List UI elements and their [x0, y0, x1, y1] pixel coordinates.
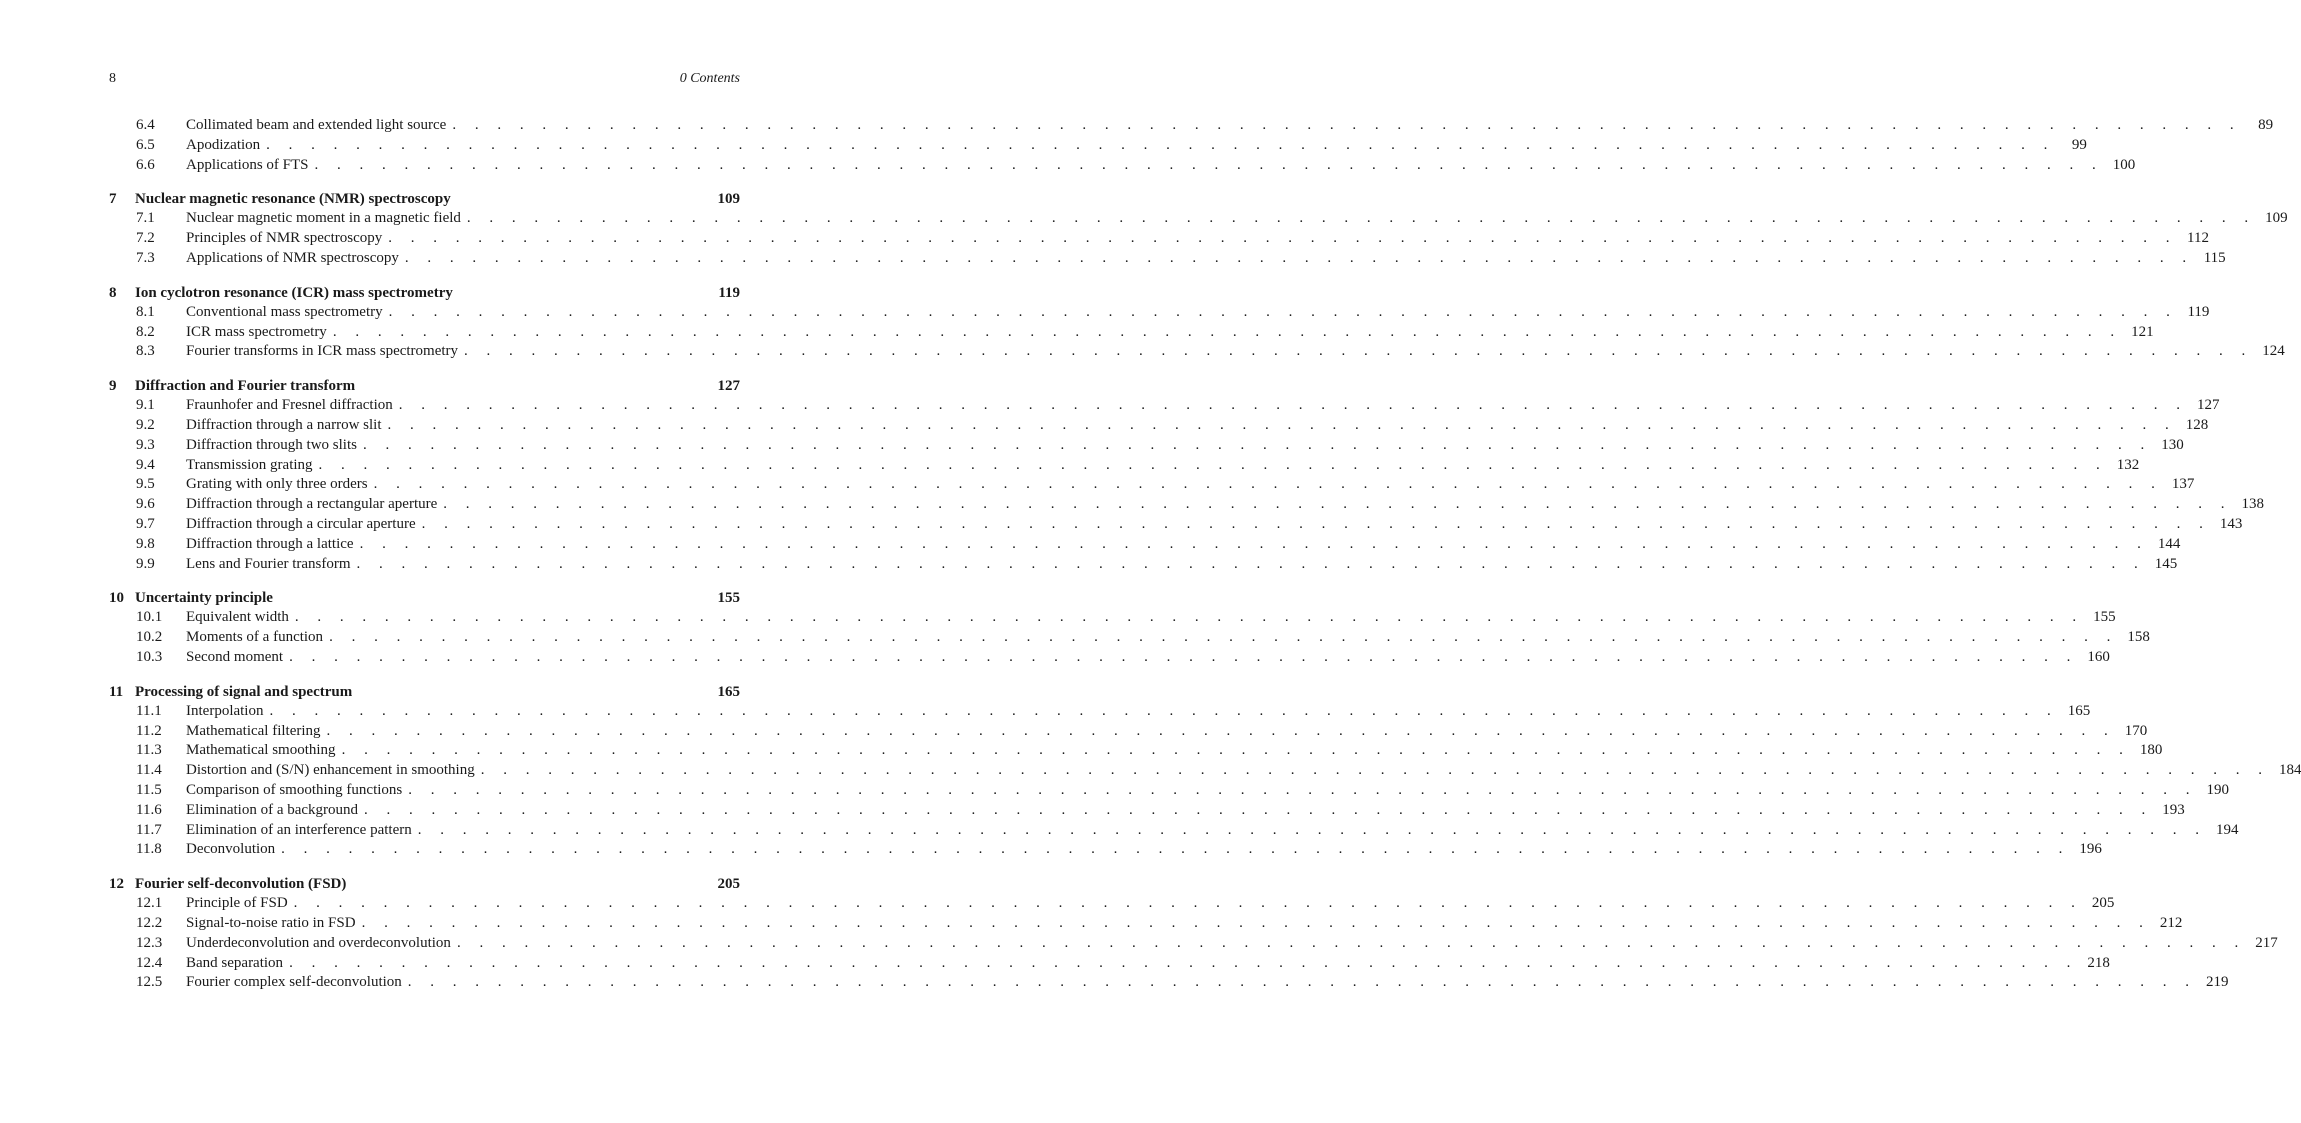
section-number: 8.3: [136, 343, 155, 360]
section-title: Comparison of smoothing functions: [186, 781, 403, 798]
toc-section-entry[interactable]: [109, 156, 2136, 176]
toc-chapter-entry[interactable]: [109, 874, 740, 894]
section-number: 11.1: [136, 702, 162, 719]
section-page-number: 115: [2203, 249, 2226, 266]
section-page-number: 132: [2116, 456, 2140, 473]
chapter-page-number: 205: [717, 876, 740, 893]
dot-leader: . . . . . . . . . . . . . . . . . . . . . . . . . . . . . . . . . . . . . . . . . . . . . . . . . . . . . . . . . . . . . . . . . . . . . . . . . . . . . . . .: [356, 555, 2146, 572]
toc-section-entry[interactable]: [109, 702, 2091, 722]
section-number: 6.4: [136, 117, 155, 133]
toc-section-entry[interactable]: [109, 416, 2209, 436]
dot-leader: . . . . . . . . . . . . . . . . . . . . . . . . . . . . . . . . . . . . . . . . . . . . . . . . . . . . . . . . . . . . . . . . . . . . . . . . . . . . . . . .: [341, 742, 2131, 759]
chapter-block: [109, 682, 2301, 860]
section-number: 6.5: [136, 136, 155, 153]
section-page-number: 170: [2124, 722, 2148, 739]
toc-section-entry[interactable]: [109, 801, 2185, 821]
section-page-number: 155: [2093, 609, 2116, 626]
section-page-number: 130: [2161, 436, 2184, 453]
toc-chapter-entry[interactable]: [109, 682, 740, 702]
toc-section-entry[interactable]: [109, 323, 2154, 343]
dot-leader: . . . . . . . . . . . . . . . . . . . . . . . . . . . . . . . . . . . . . . . . . . . . . . . . . . . . . . . . . . . . . . . . . . . . . . . . . . . . . . . .: [373, 476, 2163, 493]
chapter-title: Ion cyclotron resonance (ICR) mass spectrometry: [135, 284, 453, 301]
dot-leader: . . . . . . . . . . . . . . . . . . . . . . . . . . . . . . . . . . . . . . . . . . . . . . . . . . . . . . . . . . . . . . . . . . . . . . . . . . . . . . . .: [289, 648, 2078, 665]
section-title: Fourier transforms in ICR mass spectrometry: [186, 343, 459, 360]
section-number: 6.6: [136, 156, 155, 173]
section-number: 9.9: [136, 555, 155, 572]
toc-chapter-entry[interactable]: [109, 189, 740, 209]
section-title: Diffraction through a rectangular aperture: [186, 496, 438, 513]
section-page-number: 190: [2206, 781, 2229, 798]
chapter-page-number: 127: [717, 378, 740, 395]
section-number: 7.3: [136, 249, 155, 266]
section-title: Underdeconvolution and overdeconvolution: [186, 934, 451, 951]
section-title: Transmission grating: [186, 456, 313, 473]
section-title: Diffraction through a circular aperture: [186, 515, 416, 532]
chapter-block: [109, 874, 2278, 993]
dot-leader: . . . . . . . . . . . . . . . . . . . . . . . . . . . . . . . . . . . . . . . . . . . . . . . . . . . . . . . . . . . . . . . . . . . . . . . . . . . . . . . .: [289, 954, 2078, 971]
section-page-number: 100: [2112, 156, 2136, 173]
section-title: Moments of a function: [186, 629, 324, 646]
section-page-number: 128: [2185, 416, 2209, 433]
section-page-number: 193: [2162, 801, 2185, 818]
chapter-title: Processing of signal and spectrum: [135, 683, 353, 700]
toc-section-entry[interactable]: [109, 515, 2243, 535]
chapter-page-number: 165: [717, 683, 740, 700]
section-number: 11.4: [136, 762, 162, 779]
section-number: 9.1: [136, 397, 155, 414]
dot-leader: . . . . . . . . . . . . . . . . . . . . . . . . . . . . . . . . . . . . . . . . . . . . . . . . . . . . . . . . . . . . . . . . . . . . . . . . . . . . . . . .: [314, 156, 2104, 173]
toc-section-entry[interactable]: [109, 761, 2301, 781]
chapter-page-number: 109: [717, 191, 740, 208]
section-page-number: 144: [2157, 535, 2181, 552]
section-title: Interpolation: [186, 702, 264, 719]
section-page-number: 109: [2265, 210, 2288, 227]
section-title: Elimination of an interference pattern: [186, 821, 412, 838]
toc-section-entry[interactable]: [109, 628, 2150, 648]
section-number: 12.5: [136, 974, 163, 991]
chapter-title: Nuclear magnetic resonance (NMR) spectroscopy: [135, 191, 451, 208]
toc-section-entry[interactable]: [109, 436, 2184, 456]
toc-section-entry[interactable]: [109, 396, 2220, 416]
section-page-number: 196: [2079, 841, 2102, 858]
section-number: 11.2: [136, 722, 162, 739]
section-page-number: 119: [2187, 303, 2210, 320]
section-title: Fourier complex self-deconvolution: [186, 974, 402, 991]
dot-leader: . . . . . . . . . . . . . . . . . . . . . . . . . . . . . . . . . . . . . . . . . . . . . . . . . . . . . . . . . . . . . . . . . . . . . . . . . . . . . . . .: [332, 323, 2122, 340]
section-title: Mathematical filtering: [186, 722, 321, 739]
dot-leader: . . . . . . . . . . . . . . . . . . . . . . . . . . . . . . . . . . . . . . . . . . . . . . . . . . . . . . . . . . . . . . . . . . . . . . . . . . . . . . . .: [294, 609, 2084, 626]
section-title: Conventional mass spectrometry: [186, 303, 383, 320]
toc-section-entry[interactable]: [109, 741, 2163, 761]
toc-section-entry[interactable]: [109, 954, 2110, 974]
toc-section-entry[interactable]: [109, 475, 2195, 495]
section-number: 9.4: [136, 456, 155, 473]
toc-section-entry[interactable]: [109, 136, 2087, 156]
dot-leader: . . . . . . . . . . . . . . . . . . . . . . . . . . . . . . . . . . . . . . . . . . . . . . . . . . . . . . . . . . . . . . . . . . . . . . . . . . . . . . . .: [269, 702, 2059, 719]
section-page-number: 112: [2187, 230, 2209, 247]
chapter-block: [109, 283, 2285, 362]
section-page-number: 145: [2154, 555, 2178, 572]
dot-leader: . . . . . . . . . . . . . . . . . . . . . . . . . . . . . . . . . . . . . . . . . . . . . . . . . . . . . . . . . . . . . . . . . . . . . . . . . . . . . . . .: [408, 781, 2197, 798]
section-title: Diffraction through two slits: [186, 436, 357, 453]
dot-leader: . . . . . . . . . . . . . . . . . . . . . . . . . . . . . . . . . . . . . . . . . . . . . . . . . . . . . . . . . . . . . . . . . . . . . . . . . . . . . . . .: [464, 343, 2253, 360]
section-number: 9.2: [136, 416, 155, 433]
toc-section-entry[interactable]: [109, 229, 2209, 249]
chapter-continued-block: [109, 116, 2274, 175]
toc-section-entry[interactable]: [109, 934, 2278, 954]
toc-section-entry[interactable]: [109, 973, 2229, 993]
toc-section-entry[interactable]: [109, 821, 2239, 841]
toc-section-entry[interactable]: [109, 722, 2148, 742]
dot-leader: . . . . . . . . . . . . . . . . . . . . . . . . . . . . . . . . . . . . . . . . . . . . . . . . . . . . . . . . . . . . . . . . . . . . . . . . . . . . . . . .: [359, 535, 2149, 552]
toc-section-entry[interactable]: [109, 781, 2229, 801]
chapter-number: 9: [109, 378, 117, 395]
chapter-title: Fourier self-deconvolution (FSD): [135, 876, 347, 893]
section-title: Equivalent width: [186, 609, 289, 626]
section-page-number: 180: [2139, 742, 2163, 759]
running-title: 0 Contents: [679, 71, 740, 86]
toc-section-entry[interactable]: [109, 535, 2181, 555]
chapter-title: Diffraction and Fourier transform: [135, 378, 356, 395]
chapter-number: 12: [109, 876, 124, 893]
section-title: Principle of FSD: [186, 895, 288, 912]
section-page-number: 165: [2067, 702, 2091, 719]
toc-section-entry[interactable]: [109, 840, 2102, 860]
section-number: 7.1: [136, 210, 155, 227]
section-title: Nuclear magnetic moment in a magnetic field: [186, 210, 461, 227]
section-title: Lens and Fourier transform: [186, 555, 351, 572]
section-page-number: 160: [2087, 648, 2110, 665]
dot-leader: . . . . . . . . . . . . . . . . . . . . . . . . . . . . . . . . . . . . . . . . . . . . . . . . . . . . . . . . . . . . . . . . . . . . . . . . . . . . . . . .: [361, 914, 2151, 931]
section-page-number: 158: [2127, 629, 2150, 646]
chapter-block: [109, 189, 2288, 268]
section-number: 9.6: [136, 496, 155, 513]
section-number: 10.2: [136, 629, 163, 646]
section-title: Collimated beam and extended light source: [186, 117, 447, 133]
section-number: 10.3: [136, 648, 163, 665]
section-page-number: 138: [2241, 496, 2265, 513]
section-number: 8.1: [136, 303, 155, 320]
section-page-number: 124: [2262, 343, 2285, 360]
section-number: 9.5: [136, 476, 155, 493]
section-page-number: 217: [2255, 934, 2278, 951]
section-title: Grating with only three orders: [186, 476, 368, 493]
section-number: 12.2: [136, 914, 163, 931]
chapter-number: 10: [109, 590, 124, 607]
dot-leader: . . . . . . . . . . . . . . . . . . . . . . . . . . . . . . . . . . . . . . . . . . . . . . . . . . . . . . . . . . . . . . . . . . . . . . . . . . . . . . . .: [417, 821, 2207, 838]
section-title: ICR mass spectrometry: [186, 323, 327, 340]
dot-leader: . . . . . . . . . . . . . . . . . . . . . . . . . . . . . . . . . . . . . . . . . . . . . . . . . . . . . . . . . . . . . . . . . . . . . . . . . . . . . . . .: [421, 515, 2211, 532]
chapter-block: [109, 588, 2150, 667]
section-number: 10.1: [136, 609, 163, 626]
dot-leader: . . . . . . . . . . . . . . . . . . . . . . . . . . . . . . . . . . . . . . . . . . . . . . . . . . . . . . . . . . . . . . . . . . . . . . . . . . . . . . . .: [398, 397, 2188, 414]
section-title: Deconvolution: [186, 841, 276, 858]
section-number: 11.7: [136, 821, 162, 838]
section-title: Diffraction through a lattice: [186, 535, 354, 552]
dot-leader: . . . . . . . . . . . . . . . . . . . . . . . . . . . . . . . . . . . . . . . . . . . . . . . . . . . . . . . . . . . . . . . . . . . . . . . . . . . . . . . .: [266, 136, 2055, 153]
dot-leader: . . . . . . . . . . . . . . . . . . . . . . . . . . . . . . . . . . . . . . . . . . . . . . . . . . . . . . . . . . . . . . . . . . . . . . . . . . . . . . . .: [466, 210, 2256, 227]
chapter-number: 8: [109, 284, 117, 301]
section-number: 12.3: [136, 934, 163, 951]
dot-leader: . . . . . . . . . . . . . . . . . . . . . . . . . . . . . . . . . . . . . . . . . . . . . . . . . . . . . . . . . . . . . . . . . . . . . . . . . . . . . . . .: [364, 801, 2153, 818]
section-page-number: 205: [2091, 895, 2115, 912]
page-number: 8: [109, 71, 116, 86]
section-page-number: 212: [2159, 914, 2183, 931]
toc-section-entry[interactable]: [109, 894, 2115, 914]
dot-leader: . . . . . . . . . . . . . . . . . . . . . . . . . . . . . . . . . . . . . . . . . . . . . . . . . . . . . . . . . . . . . . . . . . . . . . . . . . . . . . . .: [326, 722, 2116, 739]
section-title: Band separation: [186, 954, 284, 971]
toc-section-entry[interactable]: [109, 456, 2140, 476]
chapter-number: 7: [109, 191, 117, 208]
dot-leader: . . . . . . . . . . . . . . . . . . . . . . . . . . . . . . . . . . . . . . . . . . . . . . . . . . . . . . . . . . . . . . . . . . . . . . . . . . . . . . . .: [388, 230, 2177, 247]
dot-leader: . . . . . . . . . . . . . . . . . . . . . . . . . . . . . . . . . . . . . . . . . . . . . . . . . . . . . . . . . . . . . . . . . . . . . . . . . . . . . . . .: [404, 249, 2194, 266]
toc-section-entry[interactable]: [109, 116, 2274, 136]
section-number: 11.8: [136, 841, 162, 858]
toc-section-entry[interactable]: [109, 495, 2265, 515]
section-page-number: 99: [2071, 136, 2087, 153]
toc-section-entry[interactable]: [109, 608, 2116, 628]
section-page-number: 218: [2087, 954, 2110, 971]
dot-leader: . . . . . . . . . . . . . . . . . . . . . . . . . . . . . . . . . . . . . . . . . . . . . . . . . . . . . . . . . . . . . . . . . . . . . . . . . . . . . . . .: [407, 974, 2197, 991]
chapter-page-number: 119: [718, 284, 740, 301]
toc-section-entry[interactable]: [109, 249, 2226, 269]
section-title: Applications of FTS: [186, 156, 309, 173]
dot-leader: . . . . . . . . . . . . . . . . . . . . . . . . . . . . . . . . . . . . . . . . . . . . . . . . . . . . . . . . . . . . . . . . . . . . . . . . . . . . . . . .: [318, 456, 2108, 473]
chapter-page-number: 155: [717, 590, 740, 607]
section-number: 8.2: [136, 323, 155, 340]
section-page-number: 184: [2278, 762, 2301, 779]
section-number: 7.2: [136, 230, 155, 247]
section-number: 9.3: [136, 436, 155, 453]
dot-leader: . . . . . . . . . . . . . . . . . . . . . . . . . . . . . . . . . . . . . . . . . . . . . . . . . . . . . . . . . . . . . . . . . . . . . . . . . . . . . . . .: [293, 895, 2083, 912]
section-page-number: 127: [2197, 397, 2220, 414]
chapter-block: [109, 376, 2265, 574]
section-title: Second moment: [186, 648, 284, 665]
section-title: Principles of NMR spectroscopy: [186, 230, 383, 247]
toc-section-entry[interactable]: [109, 555, 2178, 575]
section-page-number: 89: [2258, 117, 2274, 133]
dot-leader: . . . . . . . . . . . . . . . . . . . . . . . . . . . . . . . . . . . . . . . . . . . . . . . . . . . . . . . . . . . . . . . . . . . . . . . . . . . . . . . .: [443, 496, 2233, 513]
section-number: 9.7: [136, 515, 155, 532]
dot-leader: . . . . . . . . . . . . . . . . . . . . . . . . . . . . . . . . . . . . . . . . . . . . . . . . . . . . . . . . . . . . . . . . . . . . . . . . . . . . . . . .: [452, 117, 2242, 133]
running-header: [109, 71, 740, 91]
section-number: 9.8: [136, 535, 155, 552]
dot-leader: . . . . . . . . . . . . . . . . . . . . . . . . . . . . . . . . . . . . . . . . . . . . . . . . . . . . . . . . . . . . . . . . . . . . . . . . . . . . . . . .: [388, 303, 2178, 320]
section-title: Distortion and (S/N) enhancement in smoothing: [186, 762, 475, 779]
chapter-title: Uncertainty principle: [135, 590, 273, 607]
section-title: Applications of NMR spectroscopy: [186, 249, 399, 266]
dot-leader: . . . . . . . . . . . . . . . . . . . . . . . . . . . . . . . . . . . . . . . . . . . . . . . . . . . . . . . . . . . . . . . . . . . . . . . . . . . . . . . .: [281, 841, 2070, 858]
dot-leader: . . . . . . . . . . . . . . . . . . . . . . . . . . . . . . . . . . . . . . . . . . . . . . . . . . . . . . . . . . . . . . . . . . . . . . . . . . . . . . . .: [362, 436, 2152, 453]
section-page-number: 137: [2171, 476, 2195, 493]
toc-section-entry[interactable]: [109, 648, 2110, 668]
dot-leader: . . . . . . . . . . . . . . . . . . . . . . . . . . . . . . . . . . . . . . . . . . . . . . . . . . . . . . . . . . . . . . . . . . . . . . . . . . . . . . . .: [456, 934, 2246, 951]
section-page-number: 121: [2131, 323, 2154, 340]
section-title: Elimination of a background: [186, 801, 359, 818]
section-title: Mathematical smoothing: [186, 742, 336, 759]
section-number: 12.1: [136, 895, 163, 912]
toc-section-entry[interactable]: [109, 342, 2285, 362]
section-title: Diffraction through a narrow slit: [186, 416, 382, 433]
toc-chapter-entry[interactable]: [109, 283, 740, 303]
section-title: Apodization: [186, 136, 261, 153]
section-number: 12.4: [136, 954, 163, 971]
section-title: Fraunhofer and Fresnel diffraction: [186, 397, 393, 414]
section-page-number: 194: [2215, 821, 2239, 838]
dot-leader: . . . . . . . . . . . . . . . . . . . . . . . . . . . . . . . . . . . . . . . . . . . . . . . . . . . . . . . . . . . . . . . . . . . . . . . . . . . . . . . .: [387, 416, 2177, 433]
section-title: Signal-to-noise ratio in FSD: [186, 914, 356, 931]
toc-section-entry[interactable]: [109, 914, 2183, 934]
chapter-number: 11: [109, 683, 124, 700]
toc-section-entry[interactable]: [109, 209, 2288, 229]
toc-chapter-entry[interactable]: [109, 376, 740, 396]
toc-chapter-entry[interactable]: [109, 588, 740, 608]
section-page-number: 143: [2219, 515, 2243, 532]
section-number: 11.5: [136, 781, 162, 798]
toc-section-entry[interactable]: [109, 303, 2210, 323]
dot-leader: . . . . . . . . . . . . . . . . . . . . . . . . . . . . . . . . . . . . . . . . . . . . . . . . . . . . . . . . . . . . . . . . . . . . . . . . . . . . . . . .: [329, 629, 2118, 646]
section-number: 11.3: [136, 742, 162, 759]
section-number: 11.6: [136, 801, 162, 818]
section-page-number: 219: [2206, 974, 2229, 991]
table-of-contents: [109, 116, 2301, 1007]
dot-leader: . . . . . . . . . . . . . . . . . . . . . . . . . . . . . . . . . . . . . . . . . . . . . . . . . . . . . . . . . . . . . . . . . . . . . . . . . . . . . . . .: [480, 762, 2270, 779]
